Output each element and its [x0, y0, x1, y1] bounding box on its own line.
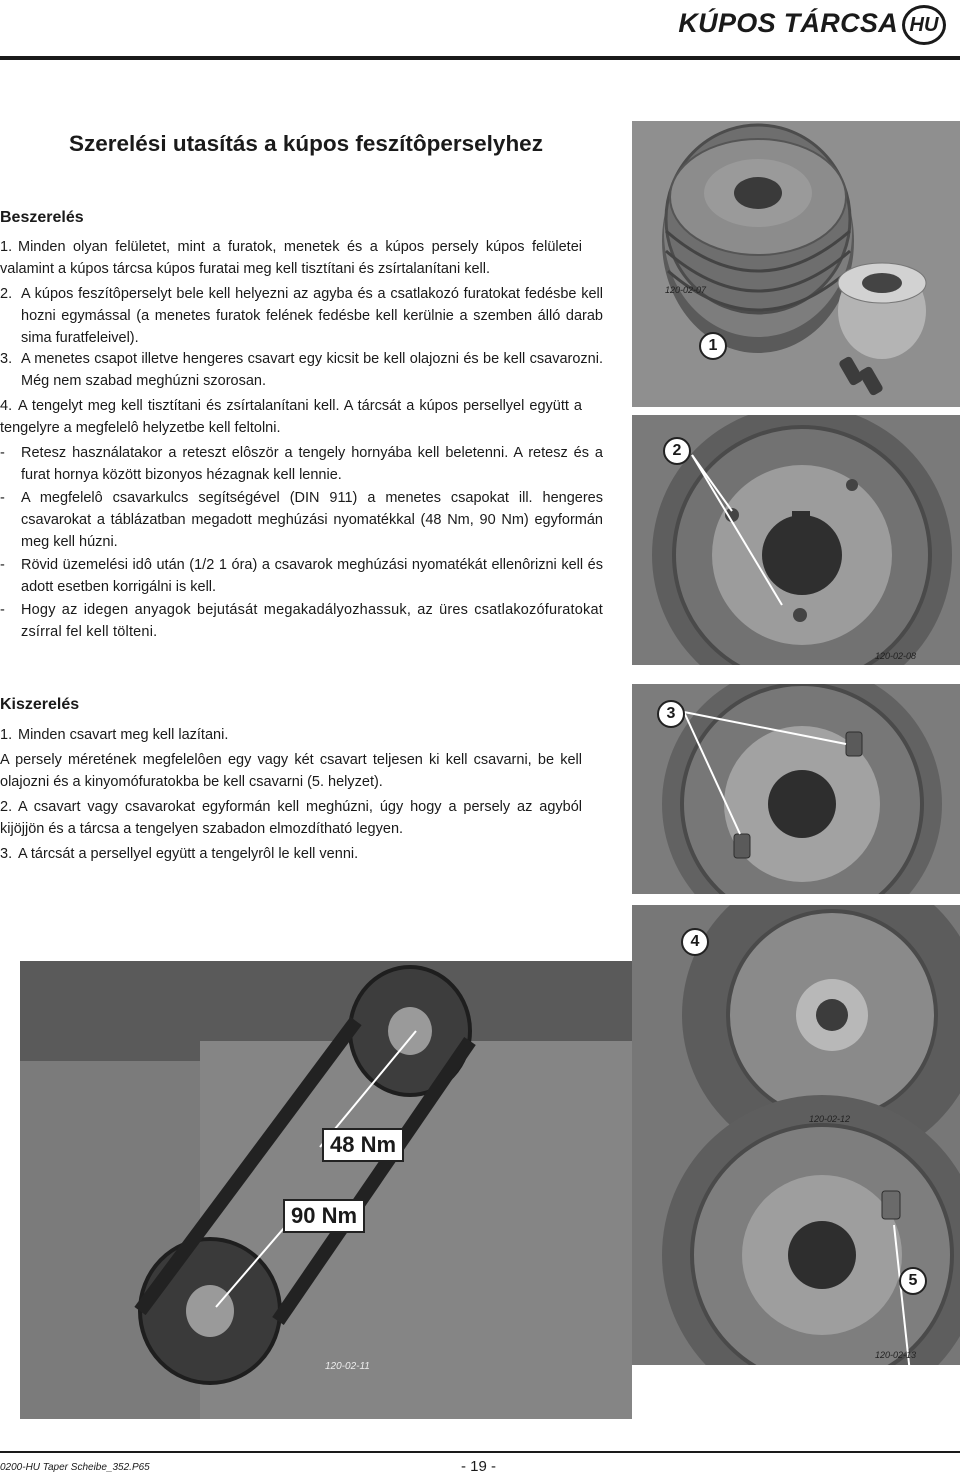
torque-label-90: 90 Nm	[283, 1199, 365, 1233]
install-bullet-3	[0, 554, 603, 598]
photo-pulley-and-bushing	[632, 121, 960, 407]
bullet-dash: -	[0, 557, 5, 573]
footer-filename: 0200-HU Taper Scheibe_352.P65	[0, 1462, 150, 1473]
bullet-dash: -	[0, 445, 5, 461]
step-text: A kúpos feszítôperselyt bele kell helyezni az agyba és a csatlakozó furatokat fedésbe kell hozni egymással (a menetes furatok felének fedésbe kell kerülnie a szemben álló darab sima furatfeleivel).	[21, 286, 603, 346]
step-number: 1.	[0, 727, 13, 743]
removal-note: A persely méretének megfelelôen egy vagy két csavart teljesen ki kell csavarni, be kell olajozni és a kinyomófuratokba be kell csavarni (5. helyzet).	[0, 752, 582, 790]
removal-step-1	[0, 724, 582, 746]
step-number: 2.	[0, 286, 13, 302]
callout-2: 2	[663, 437, 691, 465]
removal-step-3	[0, 843, 582, 865]
footer-rule	[0, 1451, 960, 1453]
step-text: Minden olyan felületet, mint a furatok, menetek és a kúpos persely kúpos felületei valamint a kúpos tárcsa kúpos furatai meg kell tisztítani és zsírtalanítani kell.	[0, 239, 582, 277]
step-number: 3.	[0, 351, 13, 367]
callout-5: 5	[899, 1267, 927, 1295]
photo-code: 120-02-11	[325, 1361, 370, 1372]
install-bullet-1	[0, 442, 603, 486]
step-text: A tengelyt meg kell tisztítani és zsírtalanítani kell. A tárcsát a kúpos persellyel együtt a tengelyre a megfelelô helyzetbe kell feltolni.	[0, 398, 582, 436]
removal-heading: Kiszerelés	[0, 696, 80, 713]
callout-1: 1	[699, 332, 727, 360]
photo-code: 120-02-07	[665, 285, 707, 295]
install-bullet-4	[0, 599, 603, 643]
photo-code: 120-02-08	[875, 651, 917, 661]
step-text: A menetes csapot illetve hengeres csavart egy kicsit be kell olajozni és be kell csavarozni. Még nem szabad meghúzni szorosan.	[21, 351, 603, 389]
bullet-text: Rövid üzemelési idô után (1/2 1 óra) a csavarok meghúzási nyomatékát ellenôrizni kell és adott esetben korrigálni is kell.	[21, 557, 603, 595]
step-text: A csavart vagy csavarokat egyformán kell meghúzni, úgy hogy a persely az agyból kijöjjön és a tárcsa a tengelyen szabadon elmozdítható legyen.	[0, 799, 582, 837]
removal-step-2	[0, 796, 582, 840]
bullet-dash: -	[0, 490, 5, 506]
bullet-dash: -	[0, 602, 6, 618]
install-step-4	[0, 395, 582, 439]
step-number: 3.	[0, 846, 13, 862]
section-title: Szerelési utasítás a kúpos feszítôperselyhez	[69, 131, 543, 156]
step-number: 1.	[0, 239, 13, 255]
install-step-2	[0, 283, 603, 349]
photo-removal-positions	[632, 905, 960, 1365]
step-number: 4.	[0, 398, 13, 414]
callout-3: 3	[657, 700, 685, 728]
photo-code: 120-02-13	[875, 1350, 917, 1360]
header-title: KÚPOS TÁRCSA	[678, 8, 898, 38]
bullet-text: Retesz használatakor a reteszt elôször a tengely hornyába kell beletenni. A retesz és a furat hornya között bizonyos hézagnak kell lennie.	[21, 445, 603, 483]
callout-4: 4	[681, 928, 709, 956]
page-number: - 19 -	[461, 1458, 497, 1475]
header-rule	[0, 56, 960, 60]
photo-belt-drive	[20, 961, 632, 1419]
photo-code: 120-02-12	[809, 1114, 851, 1124]
step-number: 2.	[0, 799, 13, 815]
install-step-1	[0, 236, 582, 280]
torque-label-48: 48 Nm	[322, 1128, 404, 1162]
step-text: A tárcsát a persellyel együtt a tengelyrôl le kell venni.	[18, 846, 359, 862]
bullet-text: A megfelelô csavarkulcs segítségével (DIN 911) a menetes csapokat ill. hengeres csavarokat a táblázatban megadott meghúzási nyomatékkal (48 Nm, 90 Nm) egyformán meg kell húzni.	[21, 490, 603, 550]
install-step-3	[0, 348, 603, 392]
language-badge: HU	[902, 5, 946, 45]
bullet-text: Hogy az idegen anyagok bejutását megakadályozhassuk, az üres csatlakozófuratokat zsírral fel kell tölteni.	[21, 602, 603, 640]
install-bullet-2	[0, 487, 603, 553]
install-heading: Beszerelés	[0, 209, 84, 226]
step-text: Minden csavart meg kell lazítani.	[18, 727, 229, 743]
